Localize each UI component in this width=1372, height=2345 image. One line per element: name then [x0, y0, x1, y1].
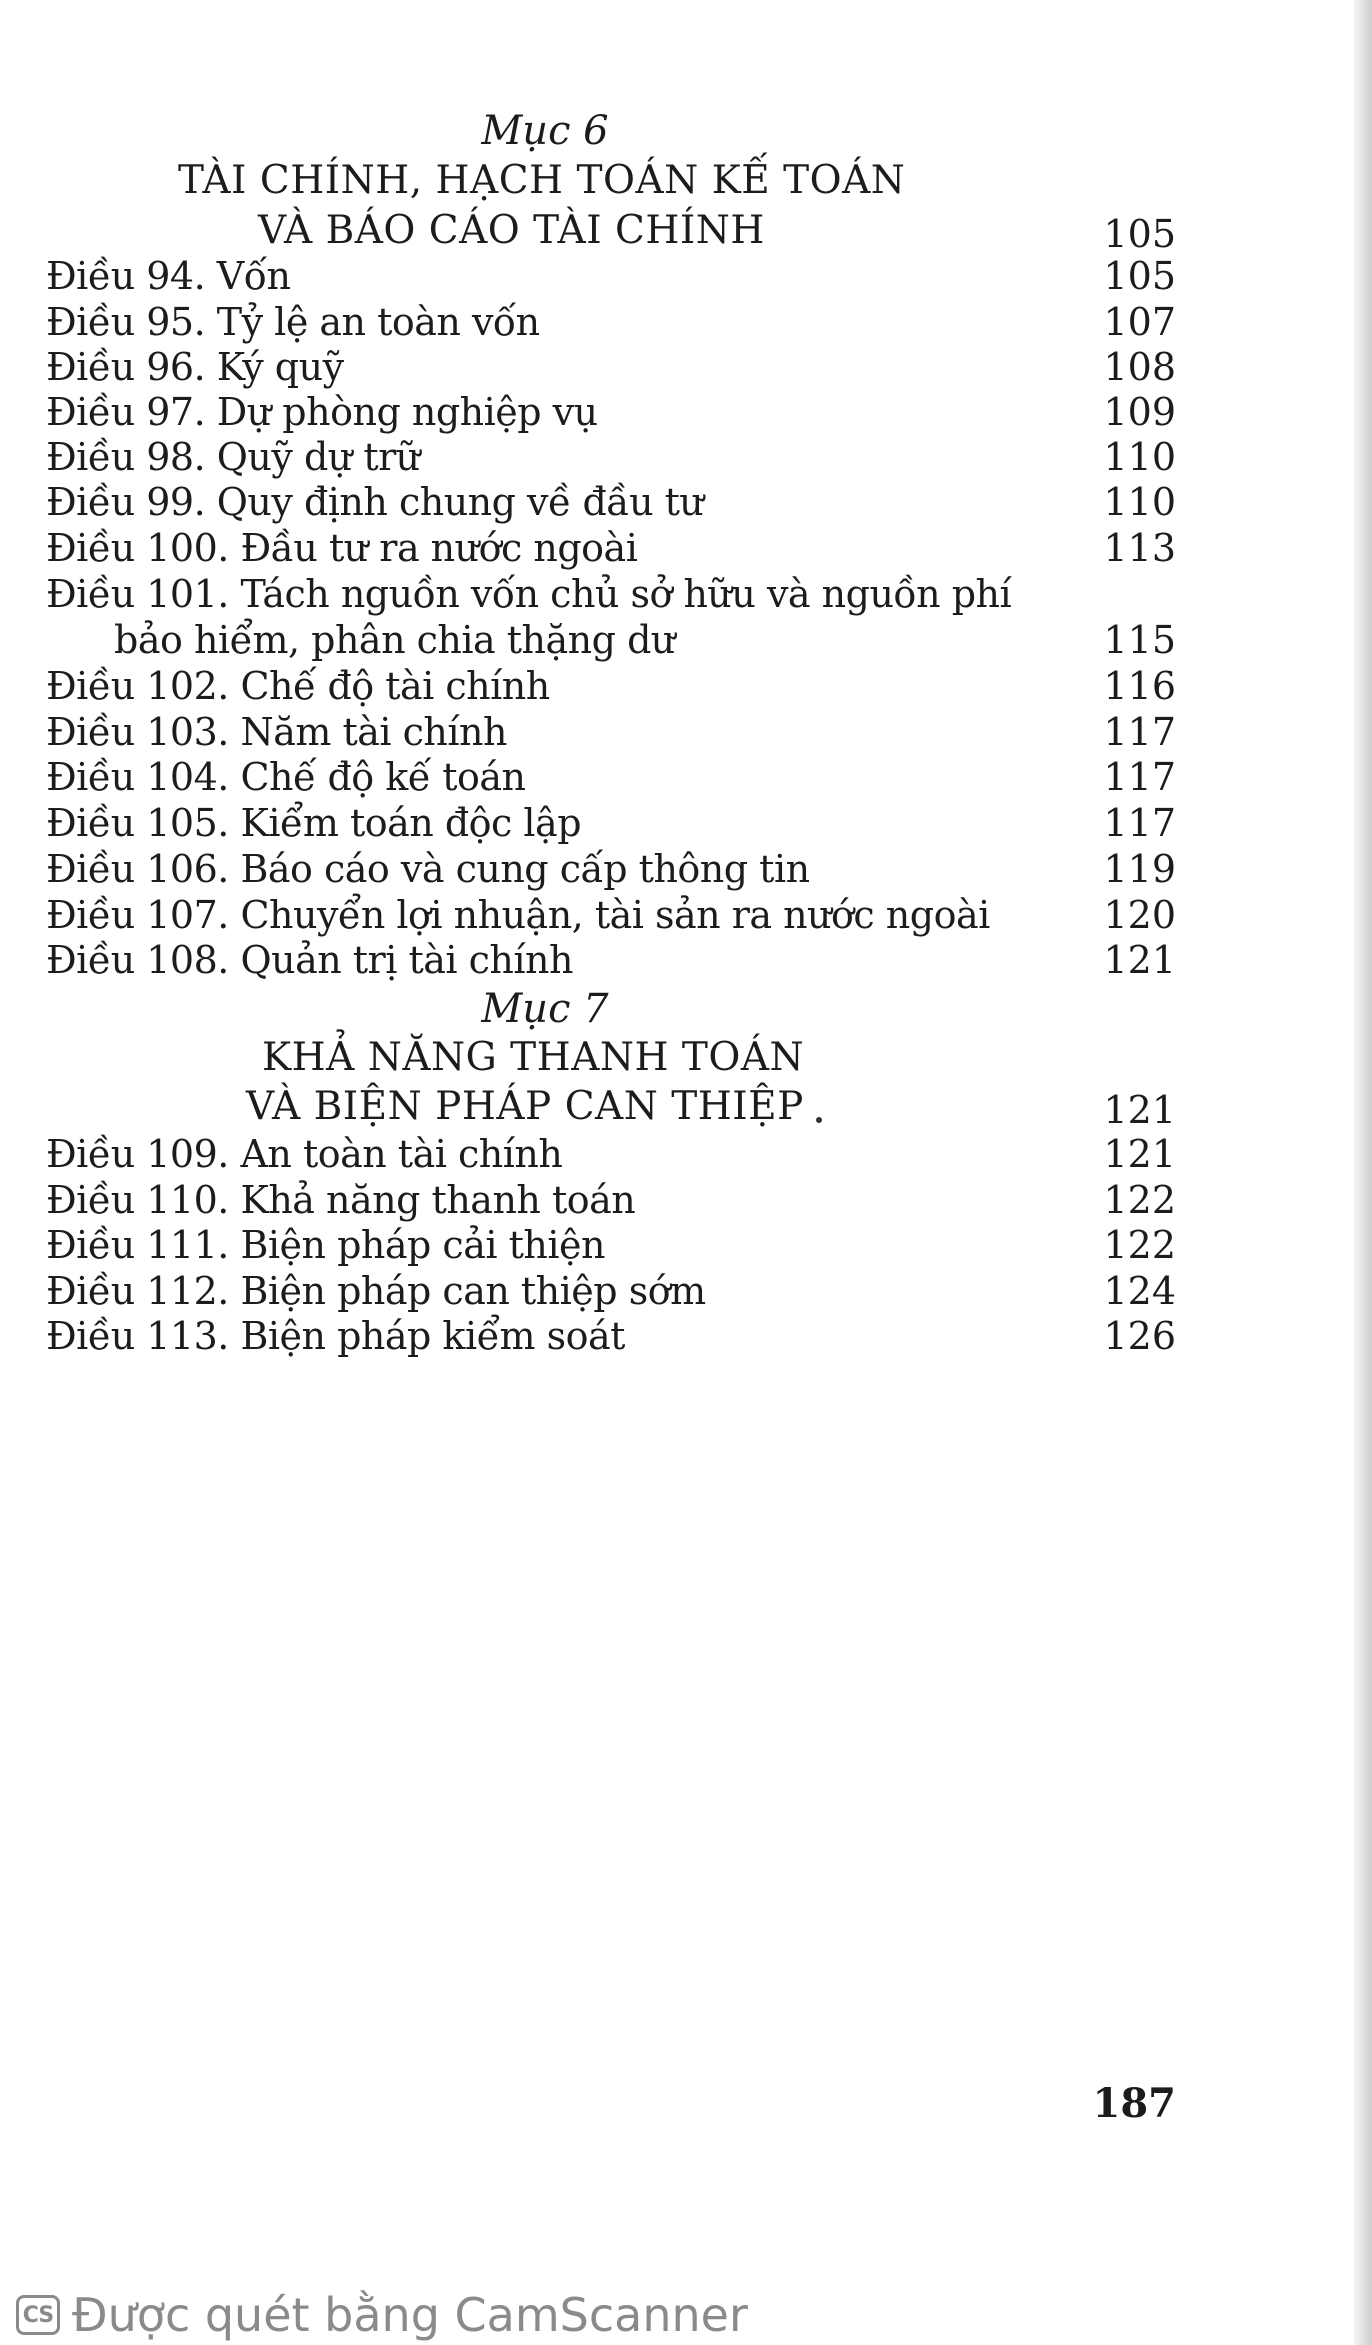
toc-entry-label: Điều 101. Tách nguồn vốn chủ sở hữu và nguồn phí: [46, 572, 1012, 616]
section-7-page: 121: [1103, 1088, 1176, 1132]
toc-entry-page: 115: [1103, 618, 1176, 662]
watermark-text: Được quét bằng CamScanner: [72, 2288, 748, 2342]
toc-entry[interactable]: [46, 755, 1176, 803]
toc-entry[interactable]: [46, 390, 1176, 438]
toc-entry[interactable]: [46, 1132, 1176, 1180]
toc-entry-label: Điều 106. Báo cáo và cung cấp thông tin: [46, 847, 810, 891]
toc-entry-page: 105: [1103, 254, 1176, 298]
toc-entry-label: Điều 108. Quản trị tài chính: [46, 938, 573, 982]
toc-entry-page: 108: [1103, 345, 1176, 389]
toc-entry-page: 110: [1103, 480, 1176, 524]
toc-entry-label: Điều 105. Kiểm toán độc lập: [46, 801, 582, 845]
toc-entry-label: Điều 111. Biện pháp cải thiện: [46, 1223, 605, 1267]
section-7-title-line2: VÀ BIỆN PHÁP CAN THIỆP: [246, 1084, 804, 1129]
toc-entry[interactable]: [46, 938, 1176, 986]
section-6-page: 105: [1103, 212, 1176, 256]
toc-entry[interactable]: [46, 480, 1176, 528]
toc-entry[interactable]: [46, 1178, 1176, 1226]
toc-entry-page: 117: [1103, 801, 1176, 845]
toc-entry[interactable]: [46, 526, 1176, 574]
toc-entry-label: Điều 96. Ký quỹ: [46, 345, 344, 389]
section-6-label: Mục 6: [481, 108, 609, 154]
toc-entry-label: Điều 104. Chế độ kế toán: [46, 755, 526, 799]
toc-entry[interactable]: [46, 572, 1176, 620]
toc-entry-page: 122: [1103, 1178, 1176, 1222]
toc-entry[interactable]: [46, 300, 1176, 348]
camscanner-logo-icon: CS: [16, 2295, 60, 2335]
toc-entry-page: 107: [1103, 300, 1176, 344]
toc-entry[interactable]: [46, 664, 1176, 712]
toc-entry[interactable]: [46, 1269, 1176, 1317]
page-number: 187: [1092, 2080, 1176, 2127]
toc-entry-page: 121: [1103, 1132, 1176, 1176]
toc-entry[interactable]: [46, 435, 1176, 483]
toc-entry-label: Điều 95. Tỷ lệ an toàn vốn: [46, 300, 540, 344]
toc-entry-page: 116: [1103, 664, 1176, 708]
toc-entry-page: 109: [1103, 390, 1176, 434]
section-6-title-line1: TÀI CHÍNH, HẠCH TOÁN KẾ TOÁN: [178, 158, 906, 203]
toc-entry[interactable]: [46, 710, 1176, 758]
toc-entry-page: 120: [1103, 893, 1176, 937]
toc-entry-label: Điều 113. Biện pháp kiểm soát: [46, 1314, 625, 1358]
page-edge-shadow: [1354, 0, 1372, 2345]
toc-entry-label: Điều 103. Năm tài chính: [46, 710, 507, 754]
toc-entry-label: Điều 110. Khả năng thanh toán: [46, 1178, 636, 1222]
toc-entry-page: 110: [1103, 435, 1176, 479]
toc-entry-page: 122: [1103, 1223, 1176, 1267]
toc-entry-label: Điều 112. Biện pháp can thiệp sớm: [46, 1269, 706, 1313]
toc-entry-label: Điều 99. Quy định chung về đầu tư: [46, 480, 704, 524]
toc-entry-page: 117: [1103, 710, 1176, 754]
toc-entry-continuation[interactable]: [114, 618, 1176, 666]
toc-entry-page: 126: [1103, 1314, 1176, 1358]
toc-entry[interactable]: [46, 1223, 1176, 1271]
toc-entry-page: 124: [1103, 1269, 1176, 1313]
scanner-watermark: [16, 2290, 748, 2340]
toc-entry-label: Điều 102. Chế độ tài chính: [46, 664, 550, 708]
toc-entry-label: Điều 94. Vốn: [46, 254, 291, 298]
toc-entry-page: 113: [1103, 526, 1176, 570]
section-6-title-line2: VÀ BÁO CÁO TÀI CHÍNH: [258, 208, 765, 253]
toc-entry[interactable]: [46, 801, 1176, 849]
toc-entry[interactable]: [46, 893, 1176, 941]
toc-entry[interactable]: [46, 254, 1176, 302]
toc-entry-page: 121: [1103, 938, 1176, 982]
toc-entry-label: Điều 109. An toàn tài chính: [46, 1132, 563, 1176]
toc-entry-label: Điều 97. Dự phòng nghiệp vụ: [46, 390, 598, 434]
ink-dot: [816, 1117, 822, 1123]
toc-entry-page: 119: [1103, 847, 1176, 891]
section-7-title-line1: KHẢ NĂNG THANH TOÁN: [262, 1035, 805, 1080]
toc-entry[interactable]: [46, 1314, 1176, 1362]
toc-entry-label: Điều 100. Đầu tư ra nước ngoài: [46, 526, 638, 570]
section-7-label: Mục 7: [481, 986, 609, 1032]
toc-entry[interactable]: [46, 847, 1176, 895]
toc-entry-label: Điều 98. Quỹ dự trữ: [46, 435, 420, 479]
toc-entry-label: Điều 107. Chuyển lợi nhuận, tài sản ra nước ngoài: [46, 893, 990, 937]
toc-entry[interactable]: [46, 345, 1176, 393]
toc-entry-page: 117: [1103, 755, 1176, 799]
toc-entry-label: bảo hiểm, phân chia thặng dư: [114, 618, 675, 662]
